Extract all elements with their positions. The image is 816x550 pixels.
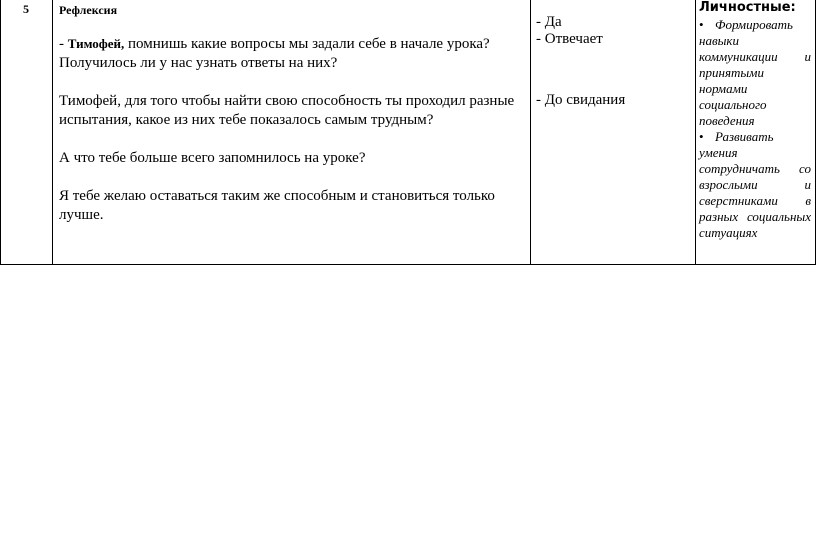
column-divider (52, 0, 53, 265)
result-item-2: • Развивать умения сотрудничать со взрослыми и сверстниками в разных социальных ситуациях (699, 129, 811, 240)
teacher-closing: Я тебе желаю оставаться таким же способным и становиться только лучше. (59, 188, 495, 223)
student-response-1: - Да (536, 14, 562, 30)
teacher-activity-cell (59, 0, 529, 244)
column-divider (530, 0, 531, 265)
teacher-question-2: Тимофей, для того чтобы найти свою способность ты проходил разные испытания, какое из них тебе показалось самым трудным? (59, 93, 515, 128)
stage-title: Рефлексия (59, 3, 118, 17)
bullet-icon: • (699, 129, 704, 144)
student-response-2: - Отвечает (536, 31, 603, 47)
student-name: Тимофей, (67, 36, 125, 51)
results-header: Личностные: (699, 0, 796, 15)
row-number: 5 (23, 2, 29, 16)
teacher-question-1: - Тимофей, помнишь какие вопросы мы задали себе в начале урока? Получилось ли у нас узнать ответы на них? (59, 36, 490, 71)
student-response-3: - До свидания (536, 92, 626, 108)
results-cell (699, 0, 811, 241)
student-activity-cell (536, 14, 696, 109)
result-item-1: • Формировать навыки коммуникации и принятыми нормами социального поведения (699, 17, 811, 128)
teacher-question-3: А что тебе больше всего запомнилось на уроке? (59, 150, 366, 166)
bullet-icon: • (699, 17, 704, 32)
